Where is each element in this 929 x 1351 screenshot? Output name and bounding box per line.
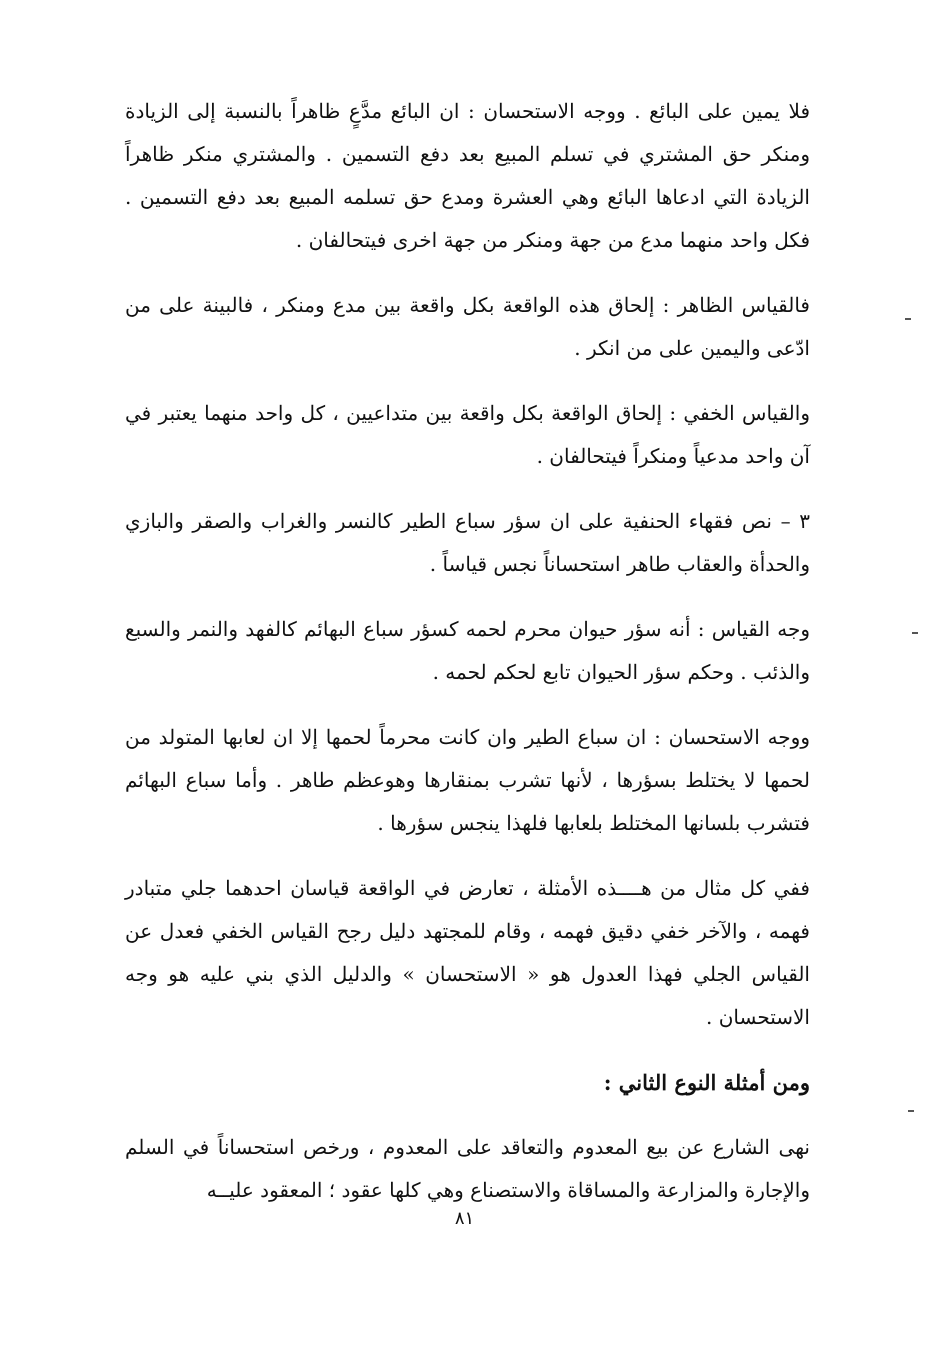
paragraph-1: فلا يمين على البائع . ووجه الاستحسان : ان البائع مدَّعٍ ظاهراً بالنسبة إلى الزيادة ومنكر حق المشتري في تسلم المبيع بعد دفع التسمين . والمشتري منكر ظاهراً الزيادة التي ادعاها البائع وهي العشرة ومدع حق تسلمه المبيع بعد دفع التسمين . فكل واحد منهما مدع من جهة ومنكر من جهة اخرى فيتحالفان .	[125, 99, 810, 252]
paragraph-3: والقياس الخفي : إلحاق الواقعة بكل واقعة بين متداعيين ، كل واحد منهما يعتبر في آن واحد مدعياً ومنكراً فيتحالفان .	[125, 401, 810, 468]
margin-mark	[908, 1110, 914, 1112]
page-number: ٨١	[454, 1208, 475, 1229]
page-body	[125, 90, 810, 1234]
paragraph-5: وجه القياس : أنه سؤر حيوان محرم لحمه كسؤر سباع البهائم كالفهد والنمر والسبع والذئب . وحكم سؤر الحيوان تابع لحكم لحمه .	[125, 617, 810, 684]
paragraph-8: نهى الشارع عن بيع المعدوم والتعاقد على المعدوم ، ورخص استحساناً في السلم والإجارة والمزارعة والمساقاة والاستصناع وهي كلها عقود ؛ المعقود عليــه	[125, 1135, 810, 1202]
paragraph-7: ففي كل مثال من هــــذه الأمثلة ، تعارض في الواقعة قياسان احدهما جلي متبادر فهمه ، والآخر خفي دقيق فهمه ، وقام للمجتهد دليل رجح القياس الخفي فعدل عن القياس الجلي فهذا العدول هو « الاستحسان » والدليل الذي بني عليه هو وجه الاستحسان .	[125, 876, 810, 1029]
margin-mark	[905, 318, 911, 320]
paragraph-2: فالقياس الظاهر : إلحاق هذه الواقعة بكل واقعة بين مدع ومنكر ، فالبينة على من ادّعى واليمين على من انكر .	[125, 293, 810, 360]
margin-mark	[912, 632, 918, 634]
section-heading: ومن أمثلة النوع الثاني :	[603, 1070, 810, 1095]
paragraph-4: ٣ – نص فقهاء الحنفية على ان سؤر سباع الطير كالنسر والغراب والصقر والبازي والحدأة والعقاب طاهر استحساناً نجس قياساً .	[125, 509, 810, 576]
paragraph-6: ووجه الاستحسان : ان سباع الطير وان كانت محرماً لحمها إلا ان لعابها المتولد من لحمها لا يختلط بسؤرها ، لأنها تشرب بمنقارها وهوعظم طاهر . وأما سباع البهائم فتشرب بلسانها المختلط بلعابها فلهذا ينجس سؤرها .	[125, 725, 810, 835]
